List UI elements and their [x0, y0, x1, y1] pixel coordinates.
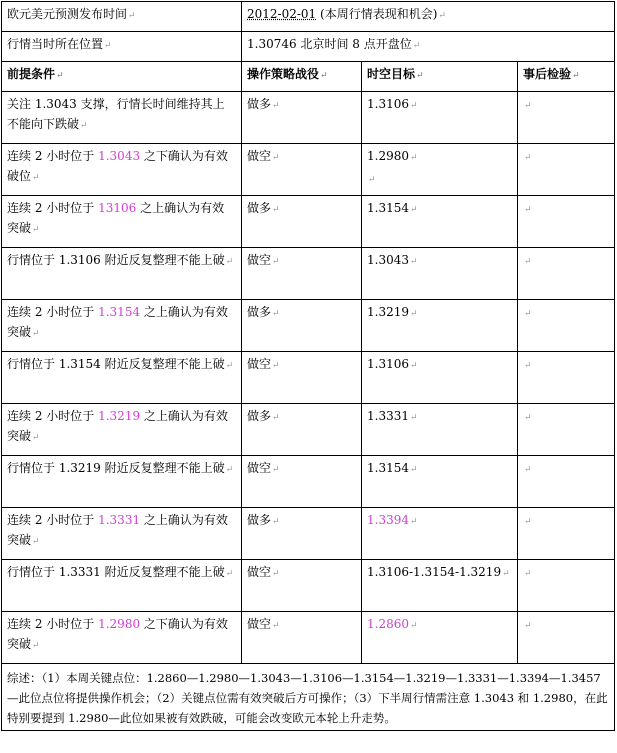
target-cell: 1.3106↵: [362, 352, 518, 404]
target-cell: 1.3331↵: [362, 404, 518, 456]
table-row: [2, 456, 615, 508]
position-row: [2, 32, 615, 62]
highlight-price: 1.2980: [98, 617, 141, 631]
target-cell: 1.3154↵: [362, 456, 518, 508]
publish-value: 2012-02-01 (本周行情表现和机会)↵: [242, 2, 615, 32]
review-cell: ↵: [518, 612, 615, 664]
condition-cell: 连续 2 小时位于 1.3331 之上确认为有效突破↵: [2, 508, 242, 560]
table-row: [2, 300, 615, 352]
condition-cell: 连续 2 小时位于 1.2980 之下确认为有效突破↵: [2, 612, 242, 664]
review-cell: ↵: [518, 300, 615, 352]
review-cell: ↵: [518, 508, 615, 560]
condition-cell: 行情位于 1.3219 附近反复整理不能上破↵: [2, 456, 242, 508]
highlight-price: 1.3154: [98, 305, 141, 319]
highlight-target: 1.2860: [367, 617, 409, 631]
review-cell: ↵: [518, 456, 615, 508]
target-cell: 1.3219↵: [362, 300, 518, 352]
target-cell: 1.3106-1.3154-1.3219↵: [362, 560, 518, 612]
publish-note: (本周行情表现和机会): [320, 7, 438, 21]
highlight-price: 1.3043: [98, 149, 141, 163]
review-cell: ↵: [518, 352, 615, 404]
table-row: [2, 196, 615, 248]
review-cell: ↵: [518, 144, 615, 196]
review-cell: ↵: [518, 248, 615, 300]
highlight-target: 1.3394: [367, 513, 409, 527]
table-row: [2, 404, 615, 456]
strategy-cell: 做多↵: [242, 508, 362, 560]
review-cell: ↵: [518, 404, 615, 456]
condition-cell: 行情位于 1.3331 附近反复整理不能上破↵: [2, 560, 242, 612]
column-header-row: [2, 62, 615, 92]
summary-cell: [2, 664, 615, 731]
strategy-cell: 做空↵: [242, 456, 362, 508]
publish-label: 欧元美元预测发布时间↵: [2, 2, 242, 32]
highlight-price: 13106: [98, 201, 137, 215]
table-row: [2, 248, 615, 300]
strategy-cell: 做多↵: [242, 300, 362, 352]
table-row: [2, 352, 615, 404]
summary-text: 综述：（1）本周关键点位：1.2860—1.2980—1.3043—1.3106—1.3154—1.3219—1.3331—1.3394—1.3457—此位点位将提供操作机会；（2）关键点位需有效突破后方可操作；（3）下半周行情需注意 1.3043 和 1.2980，在此特别要提到 1.2980—此位如果被有效跌破，可能会改变欧元本轮上升走势。: [7, 671, 608, 725]
review-cell: ↵: [518, 92, 615, 144]
highlight-price: 1.3331: [98, 513, 141, 527]
condition-cell: 连续 2 小时位于 1.3154 之上确认为有效突破↵: [2, 300, 242, 352]
column-header-condition: 前提条件↵: [2, 62, 242, 92]
column-header-strategy: 操作策略战役↵: [242, 62, 362, 92]
strategy-cell: 做空↵: [242, 612, 362, 664]
position-value: 1.30746 北京时间 8 点开盘位↵: [242, 32, 615, 62]
publish-date: 2012-02-01: [247, 7, 317, 21]
table-row: [2, 508, 615, 560]
target-cell: 1.2860↵: [362, 612, 518, 664]
summary-row: [2, 664, 615, 731]
condition-cell: 行情位于 1.3106 附近反复整理不能上破↵: [2, 248, 242, 300]
target-cell: 1.3154↵: [362, 196, 518, 248]
condition-cell: 连续 2 小时位于 1.3043 之下确认为有效破位↵: [2, 144, 242, 196]
condition-cell: 连续 2 小时位于 1.3219 之上确认为有效突破↵: [2, 404, 242, 456]
position-label: 行情当时所在位置↵: [2, 32, 242, 62]
review-cell: ↵: [518, 560, 615, 612]
strategy-cell: 做多↵: [242, 196, 362, 248]
publish-row: [2, 2, 615, 32]
target-cell: 1.3043↵: [362, 248, 518, 300]
target-cell: 1.3106↵: [362, 92, 518, 144]
strategy-cell: 做空↵: [242, 352, 362, 404]
table-row: [2, 144, 615, 196]
table-row: [2, 612, 615, 664]
forecast-table: [1, 1, 615, 731]
strategy-cell: 做多↵: [242, 92, 362, 144]
condition-cell: 行情位于 1.3154 附近反复整理不能上破↵: [2, 352, 242, 404]
table-row: [2, 560, 615, 612]
condition-cell: 连续 2 小时位于 13106 之上确认为有效突破↵: [2, 196, 242, 248]
table-row: [2, 92, 615, 144]
strategy-cell: 做多↵: [242, 404, 362, 456]
strategy-cell: 做空↵: [242, 144, 362, 196]
column-header-review: 事后检验↵: [518, 62, 615, 92]
review-cell: ↵: [518, 196, 615, 248]
column-header-target: 时空目标↵: [362, 62, 518, 92]
highlight-price: 1.3219: [98, 409, 141, 423]
target-cell: 1.3394↵: [362, 508, 518, 560]
condition-cell: 关注 1.3043 支撑，行情长时间维持其上不能向下跌破↵: [2, 92, 242, 144]
strategy-cell: 做空↵: [242, 560, 362, 612]
target-cell: 1.2980↵ ↵: [362, 144, 518, 196]
strategy-cell: 做空↵: [242, 248, 362, 300]
